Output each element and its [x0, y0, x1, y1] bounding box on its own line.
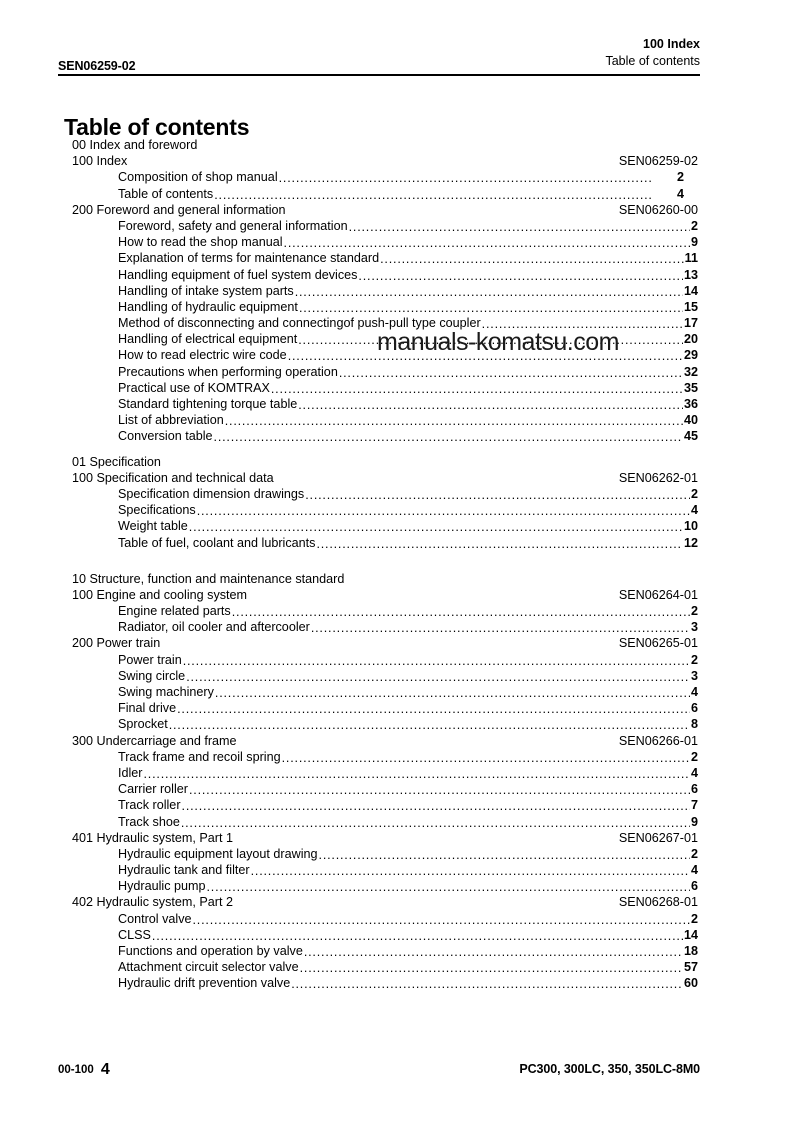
toc-entry-label: Table of contents: [118, 186, 214, 201]
toc-section-row[interactable]: [72, 895, 698, 911]
toc-section-document-number: SEN06264-01: [618, 587, 698, 602]
toc-entry-label: Composition of shop manual: [118, 170, 278, 185]
toc-entry-page-number: 40: [683, 413, 698, 428]
toc-entry-row[interactable]: [72, 653, 698, 669]
toc-section-document-number: SEN06268-01: [618, 895, 698, 910]
toc-group-label: 10 Structure, function and maintenance standard: [72, 571, 345, 586]
header-rule: [58, 74, 700, 76]
toc-entry-label: Swing circle: [118, 668, 186, 683]
toc-leader-dots: [291, 981, 683, 992]
toc-entry-label: Carrier roller: [118, 782, 188, 797]
toc-leader-dots: [298, 337, 683, 348]
header-section-number: 100 Index: [643, 37, 700, 51]
header-subject: Table of contents: [605, 54, 700, 68]
toc-leader-dots: [207, 884, 690, 895]
toc-entry-row[interactable]: [72, 669, 698, 685]
toc-entry-page-number: 4: [690, 503, 698, 518]
toc-leader-dots: [298, 402, 683, 413]
toc-entry-label: Standard tightening torque table: [118, 397, 298, 411]
toc-leader-dots: [299, 305, 683, 316]
toc-entry-label: How to read electric wire code: [118, 348, 287, 363]
toc-entry-page-number: 8: [690, 717, 698, 732]
toc-entry-label: Hydraulic drift prevention valve: [118, 976, 291, 991]
toc-leader-dots: [349, 224, 690, 235]
toc-entry-row[interactable]: [72, 487, 698, 503]
toc-entry-label: Method of disconnecting and connectingof push-pull type coupler: [118, 316, 481, 331]
toc-entry-label: Specifications: [118, 503, 196, 518]
toc-entry-row[interactable]: [72, 219, 698, 235]
toc-entry-row[interactable]: [72, 782, 698, 798]
toc-entry-page-number: 4: [690, 685, 698, 699]
toc-entry-row[interactable]: [72, 284, 698, 300]
toc-leader-dots: [189, 524, 683, 535]
toc-entry-label: Handling equipment of fuel system devices: [118, 267, 358, 282]
toc-leader-dots: [181, 820, 690, 831]
toc-entry-row[interactable]: [72, 620, 698, 636]
toc-leader-dots: [251, 868, 690, 879]
toc-entry-label: Weight table: [118, 519, 188, 534]
toc-entry-page-number: 36: [683, 397, 698, 411]
toc-entry-row[interactable]: [72, 251, 698, 267]
toc-leader-dots: [380, 256, 684, 267]
toc-entry-page-number: 4: [690, 863, 698, 878]
toc-entry-row[interactable]: [72, 798, 698, 814]
toc-entry-label: Precautions when performing operation: [118, 364, 338, 379]
toc-entry-label: How to read the shop manual: [118, 235, 283, 250]
page-title: Table of contents: [64, 114, 250, 141]
toc-entry-page-number: 2: [690, 749, 698, 764]
toc-entry-row[interactable]: [72, 750, 698, 766]
toc-entry-page-number: 2: [690, 604, 698, 619]
toc-entry-label: Track frame and recoil spring: [118, 749, 281, 764]
header-section-info: [605, 36, 700, 70]
toc-entry-label: Specification dimension drawings: [118, 486, 305, 501]
toc-leader-dots: [295, 289, 683, 300]
toc-leader-dots: [305, 492, 690, 503]
toc-entry-row[interactable]: [72, 944, 698, 960]
page-header: [58, 36, 700, 76]
toc-entry-label: Handling of hydraulic equipment: [118, 299, 298, 314]
toc-section-row[interactable]: [72, 588, 698, 604]
toc-leader-dots: [189, 787, 690, 798]
toc-section-label: 401 Hydraulic system, Part 1: [72, 830, 233, 845]
toc-section-row[interactable]: [72, 734, 698, 750]
toc-section-label: 200 Foreword and general information: [72, 202, 286, 217]
toc-section-label: 200 Power train: [72, 636, 161, 651]
toc-entry-page-number: 14: [683, 283, 698, 298]
toc-entry-row[interactable]: [72, 863, 698, 879]
toc-entry-page-number: 45: [683, 429, 698, 444]
toc-entry-label: Attachment circuit selector valve: [118, 960, 299, 975]
toc-entry-page-number: 2: [690, 486, 698, 501]
toc-section-label: 100 Index: [72, 154, 128, 169]
toc-entry-label: Radiator, oil cooler and aftercooler: [118, 620, 310, 635]
toc-entry-page-number: 4: [676, 186, 684, 201]
toc-entry-row[interactable]: [72, 976, 698, 992]
toc-leader-dots: [169, 722, 690, 733]
toc-leader-dots: [319, 852, 690, 863]
toc-entry-page-number: 17: [683, 316, 698, 331]
toc-leader-dots: [197, 508, 690, 519]
toc-group-heading: [72, 455, 698, 471]
toc-entry-page-number: 20: [683, 332, 698, 347]
toc-entry-page-number: 7: [690, 798, 698, 813]
toc-entry-label: Hydraulic equipment layout drawing: [118, 846, 318, 861]
toc-entry-page-number: 57: [683, 960, 698, 975]
toc-leader-dots: [482, 321, 683, 332]
toc-leader-dots: [152, 933, 683, 944]
toc-leader-dots: [304, 949, 683, 960]
header-document-number: SEN06259-02: [58, 59, 136, 73]
toc-entry-label: Handling of intake system parts: [118, 283, 294, 298]
toc-leader-dots: [183, 658, 690, 669]
toc-leader-dots: [311, 625, 690, 636]
toc-entry-label: Explanation of terms for maintenance standard: [118, 251, 380, 266]
watermark: manuals-komatsu.com: [377, 328, 619, 356]
toc-entry-page-number: 2: [676, 170, 684, 185]
toc-entry-row[interactable]: [72, 879, 698, 895]
toc-section-row[interactable]: [72, 471, 698, 487]
page-footer: [58, 1060, 700, 1080]
toc-entry-page-number: 2: [690, 652, 698, 667]
toc-leader-dots: [214, 192, 653, 203]
toc-section-document-number: SEN06265-01: [618, 636, 698, 651]
toc-leader-dots: [215, 690, 690, 701]
toc-entry-label: Power train: [118, 652, 182, 667]
toc-section-document-number: SEN06260-00: [618, 202, 698, 217]
toc-entry-row[interactable]: [72, 766, 698, 782]
toc-leader-dots: [288, 353, 683, 364]
toc-leader-dots: [182, 803, 690, 814]
toc-entry-label: Track shoe: [118, 814, 180, 829]
toc-group-heading: [72, 138, 698, 154]
toc-leader-dots: [186, 674, 690, 685]
toc-entry-row[interactable]: [72, 429, 698, 445]
toc-leader-dots: [144, 771, 690, 782]
toc-entry-label: Hydraulic pump: [118, 879, 206, 894]
toc-entry-page-number: 10: [683, 519, 698, 534]
toc-entry-page-number: 13: [683, 267, 698, 282]
toc-entry-row[interactable]: [72, 332, 698, 348]
toc-entry-row[interactable]: [72, 536, 698, 552]
toc-section-document-number: SEN06262-01: [618, 470, 698, 485]
footer-page-number: 4: [100, 1061, 110, 1078]
toc-entry-label: Practical use of KOMTRAX: [118, 380, 270, 395]
toc-leader-dots: [193, 917, 690, 928]
toc-entry-page-number: 18: [683, 944, 698, 958]
toc-entry-label: CLSS: [118, 927, 151, 942]
toc-entry-page-number: 14: [683, 927, 698, 942]
toc-leader-dots: [300, 965, 683, 976]
toc-entry-page-number: 3: [690, 620, 698, 635]
toc-entry-label: Idler: [118, 765, 143, 780]
toc-leader-dots: [316, 541, 683, 552]
toc-entry-label: List of abbreviation: [118, 413, 224, 428]
toc-entry-row[interactable]: [72, 316, 698, 332]
toc-leader-dots: [284, 240, 690, 251]
toc-entry-page-number: 9: [690, 235, 698, 250]
toc-entry-label: Final drive: [118, 701, 177, 716]
toc-leader-dots: [282, 755, 690, 766]
toc-entry-page-number: 6: [690, 782, 698, 797]
toc-entry-page-number: 60: [683, 976, 698, 991]
toc-leader-dots: [271, 386, 683, 397]
toc-entry-label: Control valve: [118, 911, 192, 926]
toc-entry-label: Swing machinery: [118, 685, 214, 699]
toc-section-document-number: SEN06266-01: [618, 733, 698, 748]
toc-section-document-number: SEN06259-02: [618, 154, 698, 169]
toc-entry-page-number: 29: [683, 348, 698, 363]
toc-entry-row[interactable]: [72, 300, 698, 316]
toc-entry-label: Conversion table: [118, 429, 213, 444]
toc-entry-page-number: 2: [690, 218, 698, 233]
toc-leader-dots: [339, 370, 683, 381]
toc-leader-dots: [232, 609, 690, 620]
toc-section-row[interactable]: [72, 203, 698, 219]
toc-section-label: 300 Undercarriage and frame: [72, 733, 237, 748]
toc-entry-row[interactable]: [72, 717, 698, 733]
toc-section-row[interactable]: [72, 831, 698, 847]
toc-entry-row[interactable]: [72, 348, 698, 364]
footer-model: PC300, 300LC, 350, 350LC-8M0: [519, 1062, 700, 1076]
toc-entry-page-number: 4: [690, 765, 698, 780]
toc-entry-label: Handling of electrical equipment: [118, 332, 298, 347]
toc-leader-dots: [214, 434, 683, 445]
toc-entry-row[interactable]: [72, 397, 698, 413]
toc-section-row[interactable]: [72, 636, 698, 652]
toc-entry-row[interactable]: [72, 381, 698, 397]
toc-leader-dots: [279, 175, 653, 186]
footer-code-text: 00-100: [58, 1064, 94, 1076]
toc-section-label: 100 Engine and cooling system: [72, 587, 248, 602]
toc-entry-page-number: 12: [683, 535, 698, 550]
toc-entry-row[interactable]: [72, 815, 698, 831]
toc-entry-label: Engine related parts: [118, 604, 231, 619]
toc-entry-page-number: 2: [690, 911, 698, 926]
toc-entry-page-number: 3: [690, 668, 698, 683]
footer-section-code: [58, 1060, 110, 1078]
toc-entry-label: Functions and operation by valve: [118, 944, 303, 958]
toc-entry-row[interactable]: [72, 847, 698, 863]
toc-entry-page-number: 32: [683, 364, 698, 379]
toc-entry-row[interactable]: [72, 503, 698, 519]
toc-entry-row[interactable]: [72, 685, 698, 701]
toc-entry-page-number: 35: [683, 380, 698, 395]
toc-entry-row[interactable]: [72, 519, 698, 535]
toc-entry-row[interactable]: [72, 187, 698, 203]
toc-section-row[interactable]: [72, 154, 698, 170]
toc-entry-label: Foreword, safety and general information: [118, 218, 348, 233]
toc-entry-row[interactable]: [72, 268, 698, 284]
toc-entry-label: Track roller: [118, 798, 181, 813]
toc-entry-label: Table of fuel, coolant and lubricants: [118, 535, 316, 550]
table-of-contents: [72, 138, 698, 993]
toc-entry-label: Sprocket: [118, 717, 168, 732]
toc-entry-row[interactable]: [72, 413, 698, 429]
toc-entry-page-number: 6: [690, 701, 698, 716]
toc-entry-row[interactable]: [72, 170, 698, 186]
toc-leader-dots: [177, 706, 690, 717]
toc-entry-row[interactable]: [72, 928, 698, 944]
toc-entry-row[interactable]: [72, 365, 698, 381]
toc-entry-row[interactable]: [72, 235, 698, 251]
toc-section-label: 402 Hydraulic system, Part 2: [72, 895, 233, 910]
toc-group-label: 00 Index and foreword: [72, 138, 198, 152]
toc-entry-row[interactable]: [72, 701, 698, 717]
toc-entry-page-number: 15: [683, 299, 698, 314]
toc-entry-row[interactable]: [72, 912, 698, 928]
toc-section-document-number: SEN06267-01: [618, 830, 698, 845]
toc-entry-row[interactable]: [72, 960, 698, 976]
toc-section-label: 100 Specification and technical data: [72, 470, 274, 485]
toc-entry-page-number: 9: [690, 814, 698, 829]
toc-leader-dots: [358, 273, 683, 284]
toc-entry-page-number: 11: [684, 251, 698, 266]
toc-entry-page-number: 6: [690, 879, 698, 894]
toc-group-heading: [72, 572, 698, 588]
toc-leader-dots: [225, 418, 683, 429]
toc-entry-label: Hydraulic tank and filter: [118, 863, 250, 878]
toc-entry-row[interactable]: [72, 604, 698, 620]
toc-entry-page-number: 2: [690, 846, 698, 861]
toc-group-label: 01 Specification: [72, 454, 161, 469]
